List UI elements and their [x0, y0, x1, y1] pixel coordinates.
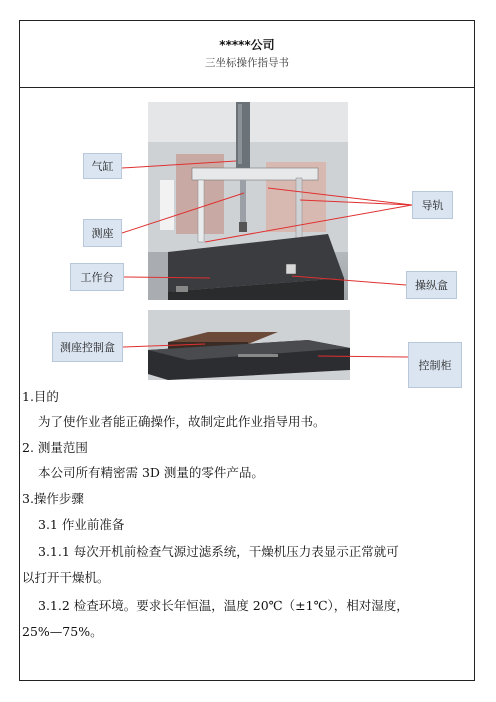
- step-3-1-1-line1: 3.1.1 每次开机前检查气源过滤系统，干燥机压力表显示正常就可: [38, 544, 399, 559]
- steps-heading: 3.操作步骤: [22, 491, 84, 506]
- control-cabinet-photo: [148, 310, 350, 380]
- step-3-1-2-line1: 3.1.2 检查环境。要求长年恒温，温度 20℃（±1℃），相对湿度，: [38, 598, 409, 613]
- step-3-1-1-line2: 以打开干燥机。: [22, 570, 110, 585]
- purpose-text: 为了使作业者能正确操作，故制定此作业指导用书。: [38, 414, 326, 429]
- scope-heading: 2. 测量范围: [22, 440, 88, 455]
- callout-worktable: 工作台: [70, 263, 124, 291]
- callout-guide-rail: 导轨: [412, 191, 453, 219]
- callout-cylinder: 气缸: [83, 153, 122, 179]
- callout-control-cabinet: 控制柜: [408, 342, 462, 388]
- company-name: *****公司: [219, 38, 275, 52]
- header-divider: [19, 87, 475, 88]
- document-title: 三坐标操作指导书: [205, 57, 289, 69]
- step-3-1-2-line2: 25%—75%。: [22, 624, 103, 639]
- callout-probe-control-box: 测座控制盒: [52, 332, 123, 362]
- purpose-heading: 1.目的: [22, 389, 59, 404]
- step-3-1: 3.1 作业前准备: [38, 517, 125, 532]
- cmm-machine-photo: [148, 102, 348, 300]
- callout-probe-seat: 测座: [83, 219, 122, 247]
- scope-text: 本公司所有精密需 3D 测量的零件产品。: [38, 465, 264, 480]
- callout-control-box: 操纵盒: [406, 271, 457, 299]
